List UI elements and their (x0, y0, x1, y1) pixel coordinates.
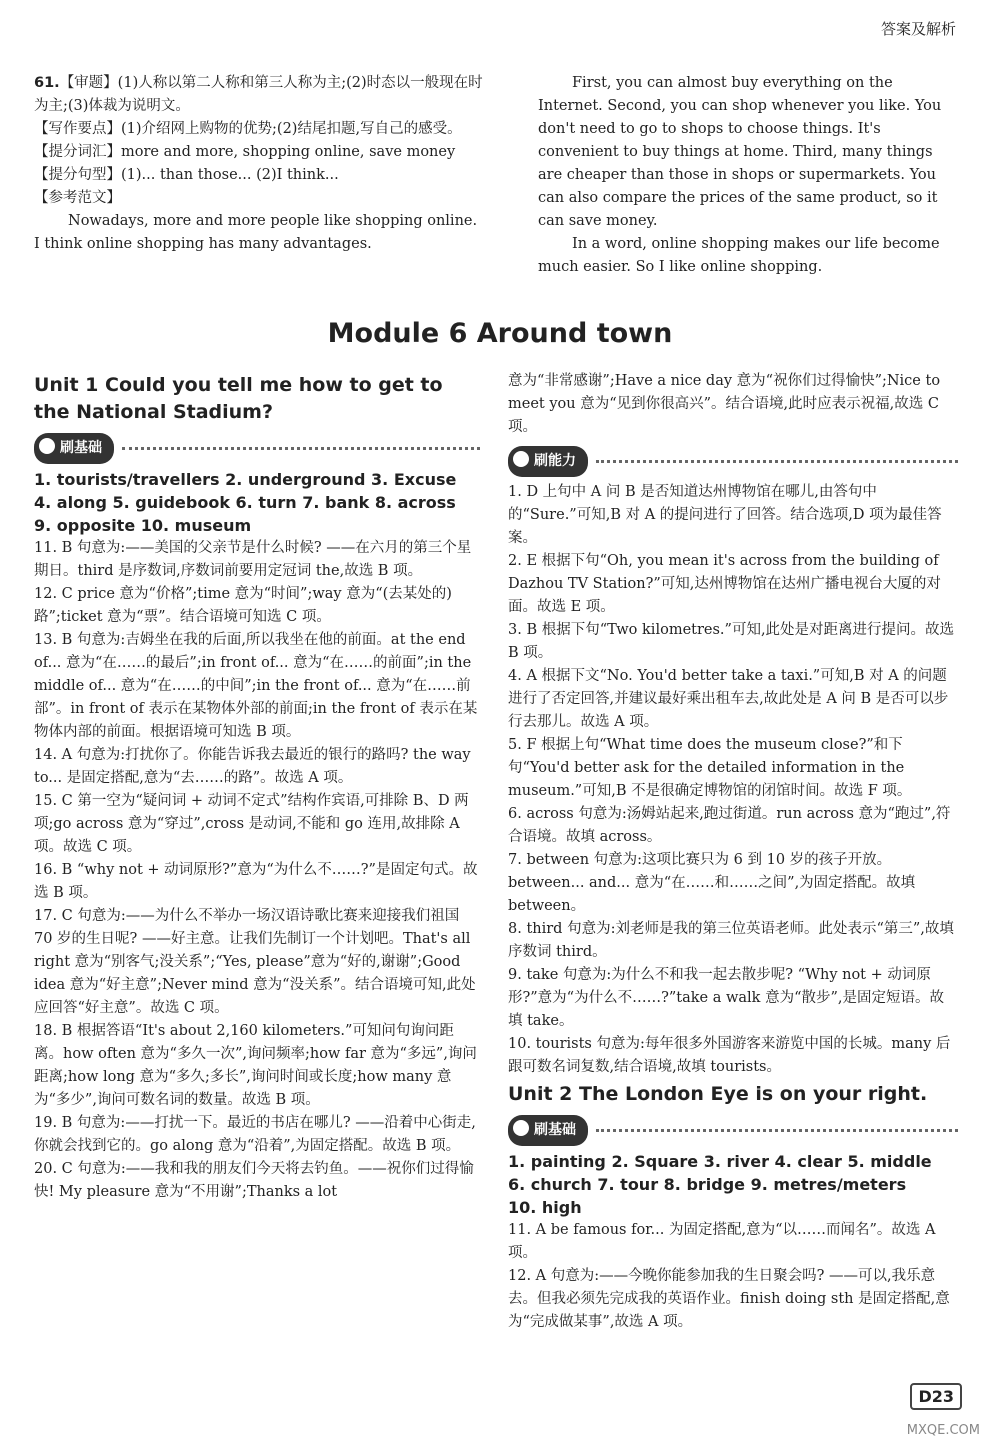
ability-q4: 4. A 根据下文“No. You'd better take a taxi.”可知,B 对 A 的问题进行了否定回答,并建议最好乘出租车去,故此处是 A 问 B 是否可以步行去那儿。故选 A 项。 (508, 668, 949, 730)
unit1-basic-1: 1. tourists/travellers 2. underground 3. Excuse (34, 470, 457, 489)
unit1-q18: 18. B 根据答语“It's about 2,160 kilometers.”可知问句询问距离。how often 意为“多久一次”,询问频率;how far 意为“多远”,询问距离;how long 意为“多久;多长”,询问时间或长度;how many 意为“多少”,询问可数名词的数量。故选 B 项。 (34, 1023, 477, 1108)
q61-line-4: 【提分句型】(1)... than those... (2)I think... (34, 167, 339, 183)
ability-q6: 6. across 句意为:汤姆站起来,跑过街道。run across 意为“跑过”,符合语境。故填 across。 (508, 806, 951, 845)
unit1-q15: 15. C 第一空为“疑问词 + 动词不定式”结构作宾语,可排除 B、D 两项;go across 意为“穿过”,cross 是动词,不能和 go 连用,故排除 A 项。故选 C 项。 (34, 793, 469, 855)
badge-icon (513, 1120, 529, 1136)
unit1-title: Unit 1 Could you tell me how to get to the National Stadium? (34, 374, 443, 423)
q61-line-2: 【写作要点】(1)介绍网上购物的优势;(2)结尾扣题,写自己的感受。 (34, 121, 462, 137)
ability-q10: 10. tourists 句意为:每年很多外国游客来游览中国的长城。many 后跟可数名词复数,结合语境,故填 tourists。 (508, 1036, 951, 1075)
ability-q3: 3. B 根据下句“Two kilometres.”可知,此处是对距离进行提问。故选 B 项。 (508, 622, 955, 661)
page-header: 答案及解析 (880, 20, 956, 38)
essay-paragraph-3: In a word, online shopping makes our life become much easier. So I like online shopping. (538, 236, 940, 275)
unit1-q11: 11. B 句意为:——美国的父亲节是什么时候? ——在六月的第三个星期日。third 是序数词,序数词前要用定冠词 the,故选 B 项。 (34, 540, 472, 579)
unit2-title: Unit 2 The London Eye is on your right. (508, 1083, 928, 1105)
badge-ability: 刷能力 (508, 447, 958, 475)
unit1-q12: 12. C price 意为“价格”;time 意为“时间”;way 意为“(去某处的)路”;ticket 意为“票”。结合语境可知选 C 项。 (34, 586, 452, 625)
unit2-basic-2: 6. church 7. tour 8. bridge 9. metres/meters (508, 1175, 907, 1194)
left-column (34, 370, 480, 1204)
ability-q2: 2. E 根据下句“Oh, you mean it's across from the building of Dazhou TV Station?”可知,达州博物馆在达州广播电视台大厦的对面。故选 E 项。 (508, 553, 941, 615)
unit1-q20: 20. C 句意为:——我和我的朋友们今天将去钓鱼。——祝你们过得愉快! My pleasure 意为“不用谢”;Thanks a lot (34, 1161, 474, 1200)
essay-paragraph-1: Nowadays, more and more people like shopping online. I think online shopping has many advantages. (34, 213, 478, 252)
ability-q5: 5. F 根据上句“What time does the museum close?”和下句“You'd better ask for the detailed information in the museum.”可知,B 不是很确定博物馆的闭馆时间。故选 F 项。 (508, 737, 912, 799)
unit1-q16: 16. B “why not + 动词原形?”意为“为什么不……?”是固定句式。故选 B 项。 (34, 862, 478, 901)
q20-continued: 意为“非常感谢”;Have a nice day 意为“祝你们过得愉快”;Nice to meet you 意为“见到你很高兴”。结合语境,此时应表示祝福,故选 C 项。 (508, 373, 941, 435)
module-title: Module 6 Around town (327, 318, 673, 349)
ability-q9: 9. take 句意为:为什么不和我一起去散步呢? “Why not + 动词原形?”意为“为什么不……?”take a walk 意为“散步”,是固定短语。故填 take。 (508, 967, 945, 1029)
q61-right (538, 72, 958, 279)
ability-q1: 1. D 上句中 A 问 B 是否知道达州博物馆在哪儿,由答句中的“Sure.”可知,B 对 A 的提问进行了回答。结合选项,D 项为最佳答案。 (508, 484, 942, 546)
unit2-basic-3: 10. high (508, 1198, 582, 1217)
q61-line-1: 61.【审题】(1)人称以第二人称和第三人称为主;(2)时态以一般现在时为主;(3)体裁为说明文。 (34, 75, 483, 114)
watermark: MXQE.COM (906, 1423, 980, 1438)
unit2-q12: 12. A 句意为:——今晚你能参加我的生日聚会吗? ——可以,我乐意去。但我必须先完成我的英语作业。finish doing sth 是固定搭配,意为“完成做某事”,故选 A 项。 (508, 1268, 950, 1330)
unit1-basic-2: 4. along 5. guidebook 6. turn 7. bank 8. across (34, 493, 456, 512)
right-column (508, 370, 958, 1334)
q61-line-5: 【参考范文】 (34, 190, 121, 206)
badge-icon (39, 438, 55, 454)
unit1-q19: 19. B 句意为:——打扰一下。最近的书店在哪儿? ——沿着中心街走,你就会找到它的。go along 意为“沿着”,为固定搭配。故选 B 项。 (34, 1115, 476, 1154)
unit2-q11: 11. A be famous for... 为固定搭配,意为“以……而闻名”。故选 A 项。 (508, 1222, 936, 1261)
unit1-q14: 14. A 句意为:打扰你了。你能告诉我去最近的银行的路吗? the way to... 是固定搭配,意为“去……的路”。故选 A 项。 (34, 747, 471, 786)
q61-left (34, 72, 484, 256)
unit2-basic-1: 1. painting 2. Square 3. river 4. clear 5. middle (508, 1152, 932, 1171)
ability-q8: 8. third 句意为:刘老师是我的第三位英语老师。此处表示“第三”,故填序数词 third。 (508, 921, 954, 960)
badge-basic: 刷基础 (34, 434, 480, 462)
badge-icon (513, 451, 529, 467)
page-number: D23 (910, 1383, 962, 1410)
unit1-q17: 17. C 句意为:——为什么不举办一场汉语诗歌比赛来迎接我们祖国 70 岁的生日呢? ——好主意。让我们先制订一个计划吧。That's all right 意为“别客气;没关系”;“Yes, please”意为“好的,谢谢”;Good idea 意为“好主意”;Never mind 意为“没关系”。结合语境可知,此处应回答“好主意”。故选 C 项。 (34, 908, 476, 1016)
badge-basic-2: 刷基础 (508, 1116, 958, 1144)
unit1-q13: 13. B 句意为:吉姆坐在我的后面,所以我坐在他的前面。at the end of... 意为“在……的最后”;in front of... 意为“在……的前面”;in the middle of... 意为“在……的中间”;in the front of... 意为“在……前部”。in front of 表示在某物体外部的前面;in the front of 表示在某物体内部的前面。根据语境可知选 B 项。 (34, 632, 478, 740)
ability-q7: 7. between 句意为:这项比赛只为 6 到 10 岁的孩子开放。between... and... 意为“在……和……之间”,为固定搭配。故填 between。 (508, 852, 916, 914)
q61-line-3: 【提分词汇】more and more, shopping online, save money (34, 144, 456, 160)
essay-paragraph-2: First, you can almost buy everything on the Internet. Second, you can shop whenever you like. You don't need to go to shops to choose things. It's convenient to buy things at home. Third, many things are cheaper than those in shops or supermarkets. You can also compare the prices of the same product, so it can save money. (538, 75, 942, 229)
unit1-basic-3: 9. opposite 10. museum (34, 516, 252, 535)
